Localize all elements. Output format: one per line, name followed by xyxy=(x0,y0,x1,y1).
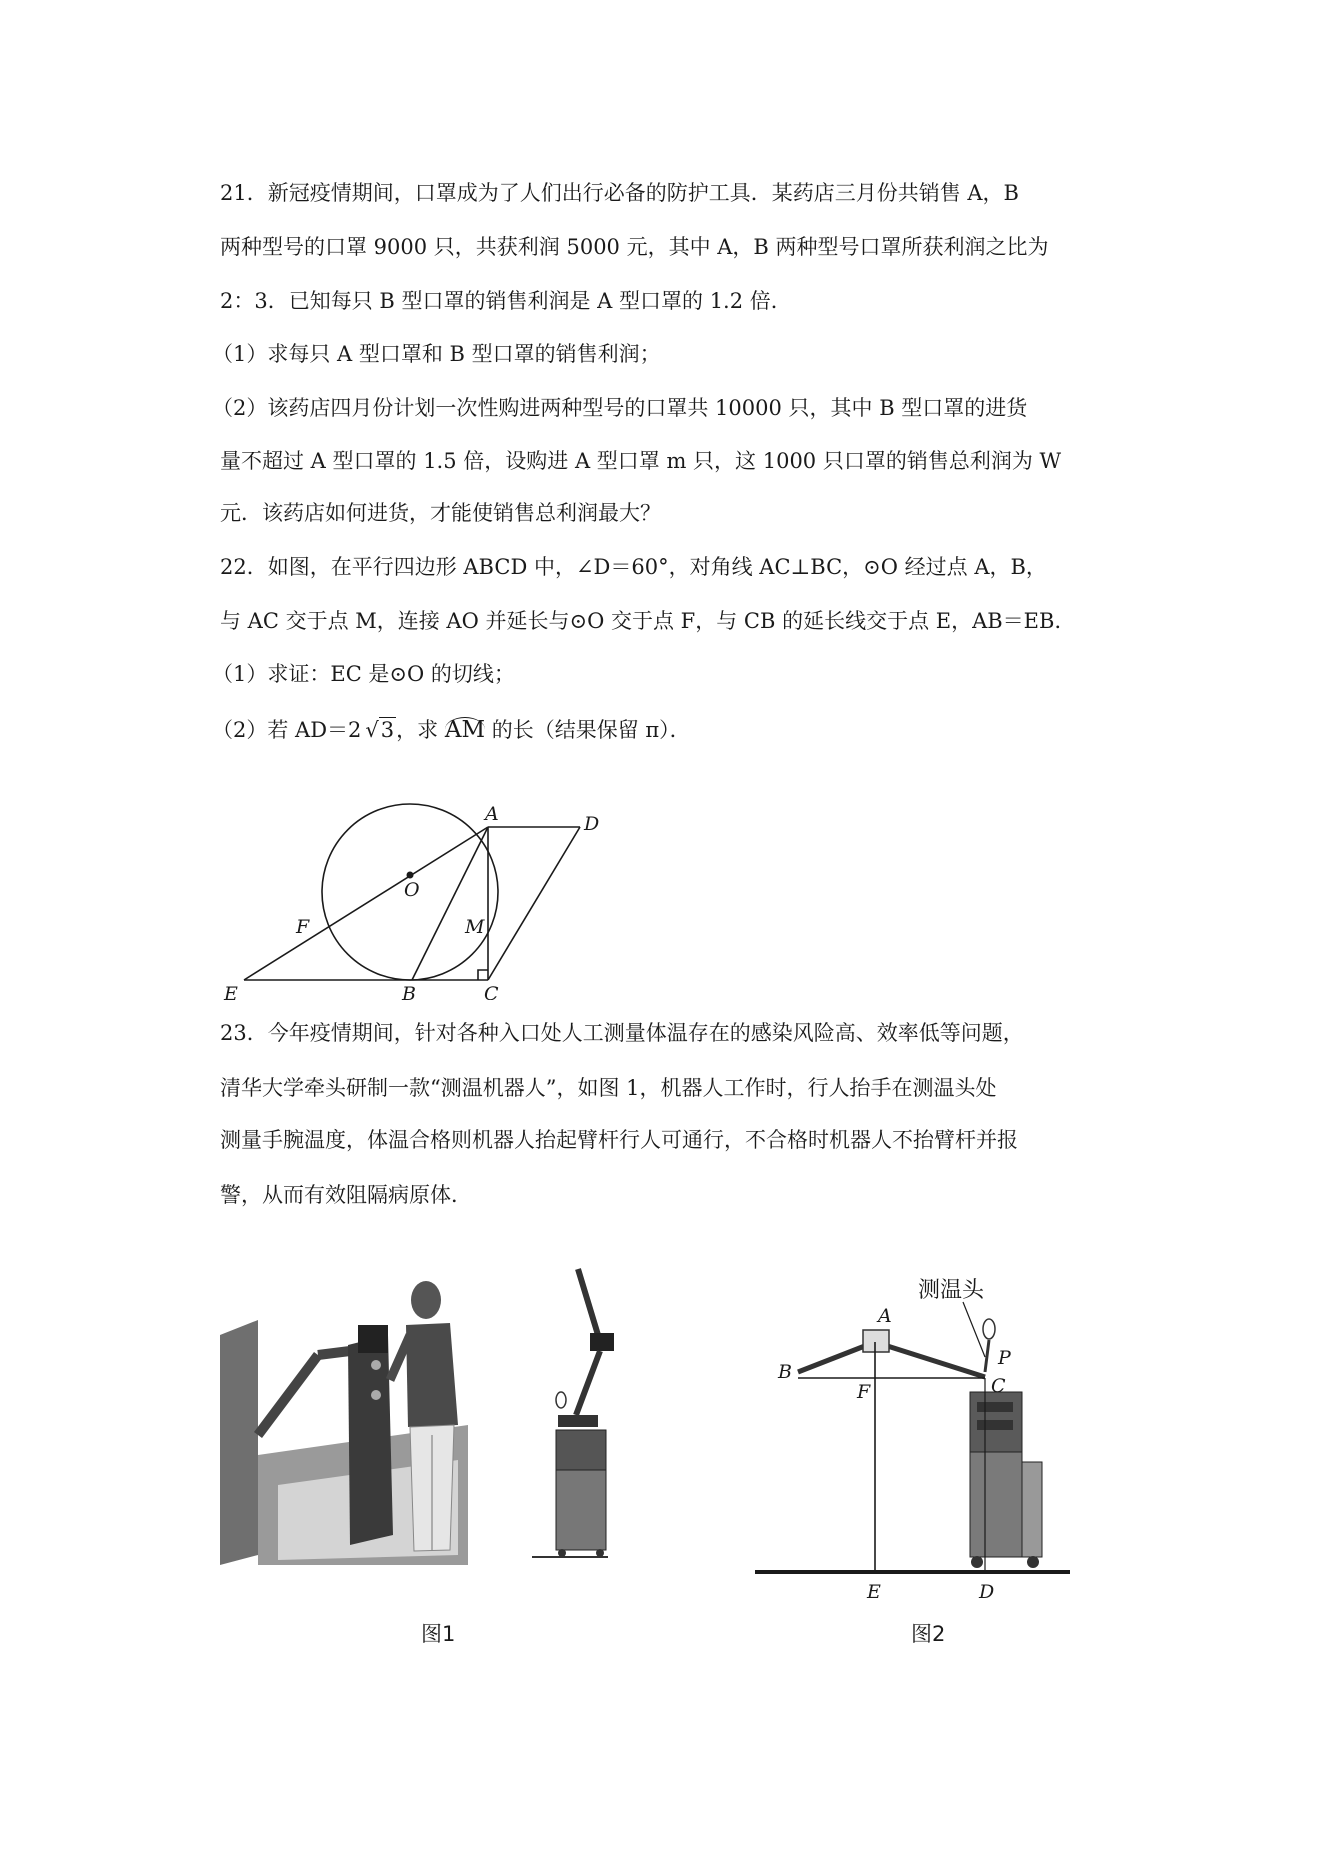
robot-side-view xyxy=(528,1265,648,1565)
q23-line-3: 测量手腕温度，体温合格则机器人抬起臂杆行人可通行，不合格时机器人不抬臂杆并报 xyxy=(220,1128,1018,1152)
fig2-label-c: C xyxy=(991,1375,1006,1397)
q21-part-2-line-2: 量不超过 A 型口罩的 1.5 倍，设购进 A 型口罩 m 只，这 1000 只口罩的销售总利润为 W xyxy=(220,449,1062,473)
fig2-label-e: E xyxy=(867,1581,881,1602)
q22-radicand: 3 xyxy=(380,718,395,742)
q21-line-2: 两种型号的口罩 9000 只，共获利润 5000 元，其中 A，B 两种型号口罩所获利润之比为 xyxy=(220,235,1049,259)
fig2-label-p: P xyxy=(998,1347,1011,1369)
segment-ae xyxy=(244,827,488,980)
sqrt-symbol: √3 xyxy=(365,718,395,742)
temperature-head-icon xyxy=(983,1319,995,1339)
q22-line-2: 与 AC 交于点 M，连接 AO 并延长与⊙O 交于点 F，与 CB 的延长线交于点 E，AB＝EB． xyxy=(220,609,1076,633)
arm-ac xyxy=(875,1342,985,1377)
q23-line-2: 清华大学牵头研制一款“测温机器人”，如图 1，机器人工作时，行人抬手在测温头处 xyxy=(220,1076,997,1100)
robot-diagram xyxy=(745,1262,1075,1602)
q22-part-2-mid: ，求 xyxy=(396,718,445,742)
label-a: A xyxy=(485,803,499,825)
robot-photo xyxy=(218,1255,468,1565)
fig2-label-a: A xyxy=(878,1305,892,1327)
q23-line-4: 警，从而有效阻隔病原体． xyxy=(220,1183,472,1207)
q22-part-2 xyxy=(212,715,691,745)
label-o: O xyxy=(404,879,420,901)
figure-1-caption: 图1 xyxy=(421,1622,456,1646)
q22-geometry-figure xyxy=(220,790,620,1000)
q23-line-1: 23．今年疫情期间，针对各种入口处人工测量体温存在的感染风险高、效率低等问题， xyxy=(220,1021,1024,1045)
figure-2-caption: 图2 xyxy=(911,1622,946,1646)
label-m: M xyxy=(465,916,485,938)
q21-line-3: 2：3．已知每只 B 型口罩的销售利润是 A 型口罩的 1.2 倍． xyxy=(220,289,792,313)
q21-part-2-line-1: （2）该药店四月份计划一次性购进两种型号的口罩共 10000 只，其中 B 型口罩的进货 xyxy=(212,396,1028,420)
q22-part-1: （1）求证：EC 是⊙O 的切线； xyxy=(212,662,515,686)
q22-line-1: 22．如图，在平行四边形 ABCD 中，∠D＝60°，对角线 AC⊥BC，⊙O 经过点 A，B， xyxy=(220,555,1047,579)
q22-arc-am: AM xyxy=(444,717,486,743)
q22-part-2-prefix: （2）若 AD＝2 xyxy=(212,718,362,742)
fig2-label-b: B xyxy=(778,1361,792,1383)
robot-lower-body xyxy=(970,1452,1022,1557)
segment-dc xyxy=(488,827,580,980)
temperature-head-label: 测温头 xyxy=(918,1278,985,1303)
joint-box-a xyxy=(863,1330,889,1352)
fig2-label-f: F xyxy=(857,1381,871,1403)
q21-line-1: 21．新冠疫情期间，口罩成为了人们出行必备的防护工具．某药店三月份共销售 A，B xyxy=(220,181,1019,205)
label-d: D xyxy=(584,813,600,835)
fig2-label-d: D xyxy=(979,1581,995,1602)
label-b: B xyxy=(402,983,416,1000)
label-f: F xyxy=(296,916,310,938)
label-c: C xyxy=(484,983,499,1000)
center-point-o xyxy=(407,872,414,879)
right-angle-mark xyxy=(478,970,488,980)
label-e: E xyxy=(224,983,238,1000)
q22-part-2-suffix: 的长（结果保留 π）． xyxy=(485,718,691,742)
q21-part-2-line-3: 元．该药店如何进货，才能使销售总利润最大？ xyxy=(220,501,661,525)
q21-part-1: （1）求每只 A 型口罩和 B 型口罩的销售利润； xyxy=(212,342,661,366)
